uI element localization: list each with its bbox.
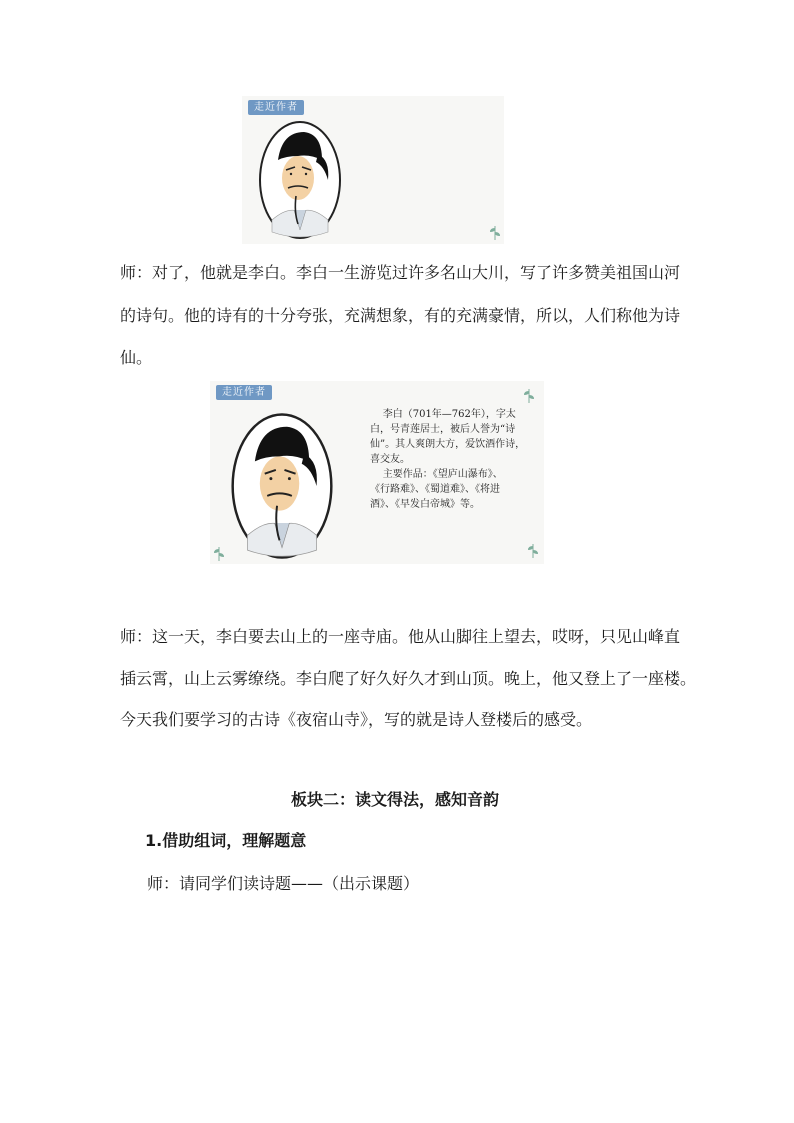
leaf-icon [526,541,540,559]
text-line: 的诗句。他的诗有的十分夸张，充满想象，有的充满豪情，所以，人们称他为诗 [120,306,681,325]
text-line: 仙。 [120,348,153,367]
leaf-icon [522,387,536,403]
slide-tag: 走近作者 [248,100,304,115]
leaf-icon [488,224,502,240]
li-bai-portrait-icon [230,412,334,560]
section-title: 板块二：读文得法，感知音韵 [291,790,500,809]
leaf-icon [212,545,226,561]
text-line: 师：这一天，李白要去山上的一座寺庙。他从山脚往上望去，哎呀，只见山峰直 [120,627,681,646]
slide-tag: 走近作者 [216,385,272,400]
author-bio: 李白（701年—762年），字太 白，号青莲居士，被后人誉为“诗 仙”。其人爽朗大方，爱饮酒作诗， 喜交友。 主要作品：《望庐山瀑布》、 《行路难》、《蜀道难》、《将进 酒》、《早发白帝城》等。 [370,409,526,510]
text-line: 今天我们要学习的古诗《夜宿山寺》，写的就是诗人登楼后的感受。 [120,710,593,729]
author-slide-large [210,381,544,564]
author-slide-small [242,96,504,244]
teacher-line: 师：请同学们读诗题——（出示课题） [147,874,420,893]
section-subtitle: 1.借助组词，理解题意 [145,831,307,850]
text-line: 插云霄，山上云雾缭绕。李白爬了好久好久才到山顶。晚上，他又登上了一座楼。 [120,669,697,688]
li-bai-portrait-icon [258,120,342,240]
text-line: 师：对了，他就是李白。李白一生游览过许多名山大川，写了许多赞美祖国山河 [120,263,681,282]
